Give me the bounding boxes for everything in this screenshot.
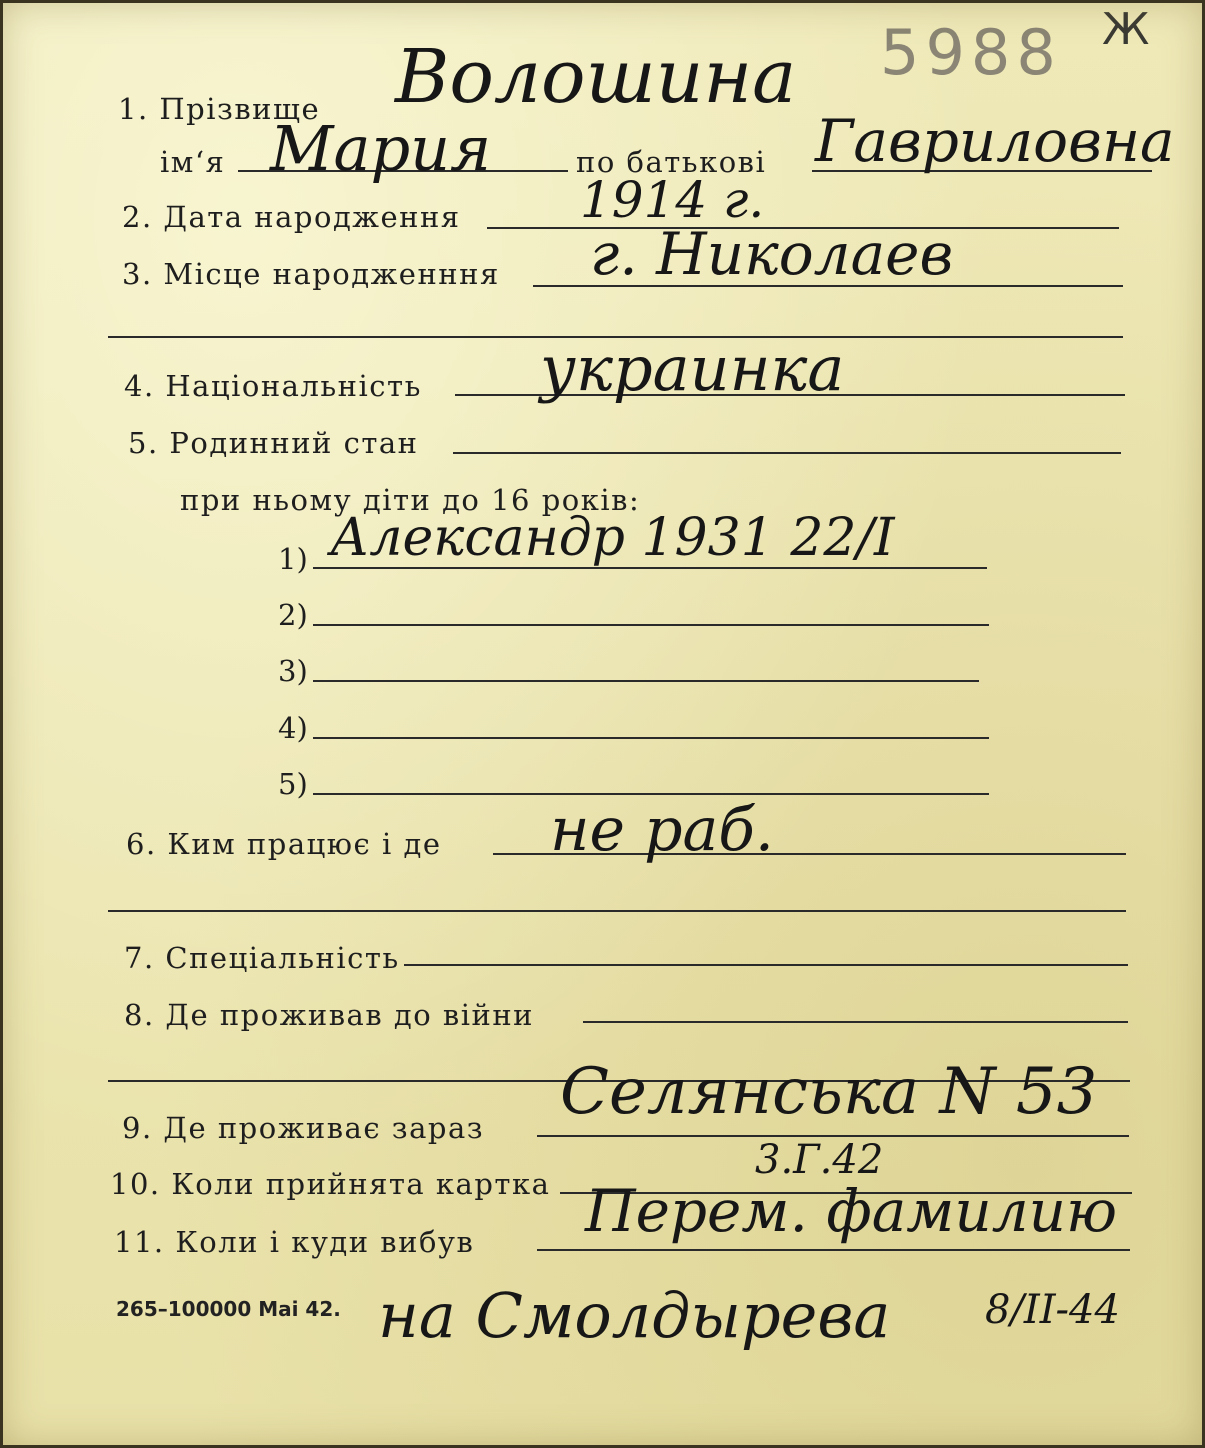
first-name-value: Мария (270, 112, 492, 185)
card-accepted-value: 3.Г.42 (755, 1137, 884, 1183)
nationality-value: украинка (540, 332, 845, 405)
current-residence-value: Селянська N 53 (560, 1055, 1098, 1129)
work-value: не раб. (550, 795, 774, 865)
birth-date-value: 1914 г. (580, 171, 765, 229)
departure-date: 8/II-44 (985, 1287, 1120, 1333)
family-status-label: 5. Родинний стан (128, 426, 419, 460)
child-3-line (313, 680, 979, 682)
child-2-num: 2) (278, 598, 308, 632)
child-5-num: 5) (278, 767, 308, 801)
children-label: при ньому діти до 16 років: (180, 483, 641, 517)
birth-place-label: 3. Місце народженння (122, 257, 500, 291)
child-4-num: 4) (278, 711, 308, 745)
surname-label: 1. Прізвище (118, 92, 321, 126)
child-4-line (313, 737, 989, 739)
first-name-label: ім‘я (160, 145, 226, 179)
patronymic-label: по батькові (576, 145, 767, 179)
specialty-line (404, 964, 1128, 966)
current-residence-label: 9. Де проживає зараз (122, 1111, 485, 1145)
child-1-value: Александр 1931 22/I (330, 508, 895, 568)
birth-date-label: 2. Дата народження (122, 200, 461, 234)
work-label: 6. Ким працює і де (126, 827, 442, 861)
prewar-residence-line (583, 1021, 1128, 1023)
child-2-line (313, 624, 989, 626)
card-accepted-label: 10. Коли прийнята картка (110, 1167, 551, 1201)
corner-mark: Ж (1102, 4, 1150, 55)
prewar-residence-label: 8. Де проживав до війни (124, 998, 534, 1032)
departure-label: 11. Коли і куди вибув (114, 1225, 475, 1259)
birth-place-value: г. Николаев (590, 220, 954, 288)
nationality-label: 4. Національність (124, 369, 422, 403)
patronymic-value: Гавриловна (815, 107, 1175, 175)
surname-value: Волошина (395, 34, 797, 120)
child-1-num: 1) (278, 542, 308, 576)
print-run-line: 265–100000 Mai 42. (116, 1297, 341, 1321)
departure-line (537, 1249, 1130, 1251)
card-number: 5988 (880, 16, 1062, 89)
departure-note-line2: на Смолдырева (378, 1279, 891, 1352)
child-3-num: 3) (278, 654, 308, 688)
family-status-line (453, 452, 1121, 454)
work-line-2 (108, 910, 1126, 912)
specialty-label: 7. Спеціальність (124, 941, 400, 975)
departure-note-line1: Перем. фамилию (585, 1177, 1118, 1245)
